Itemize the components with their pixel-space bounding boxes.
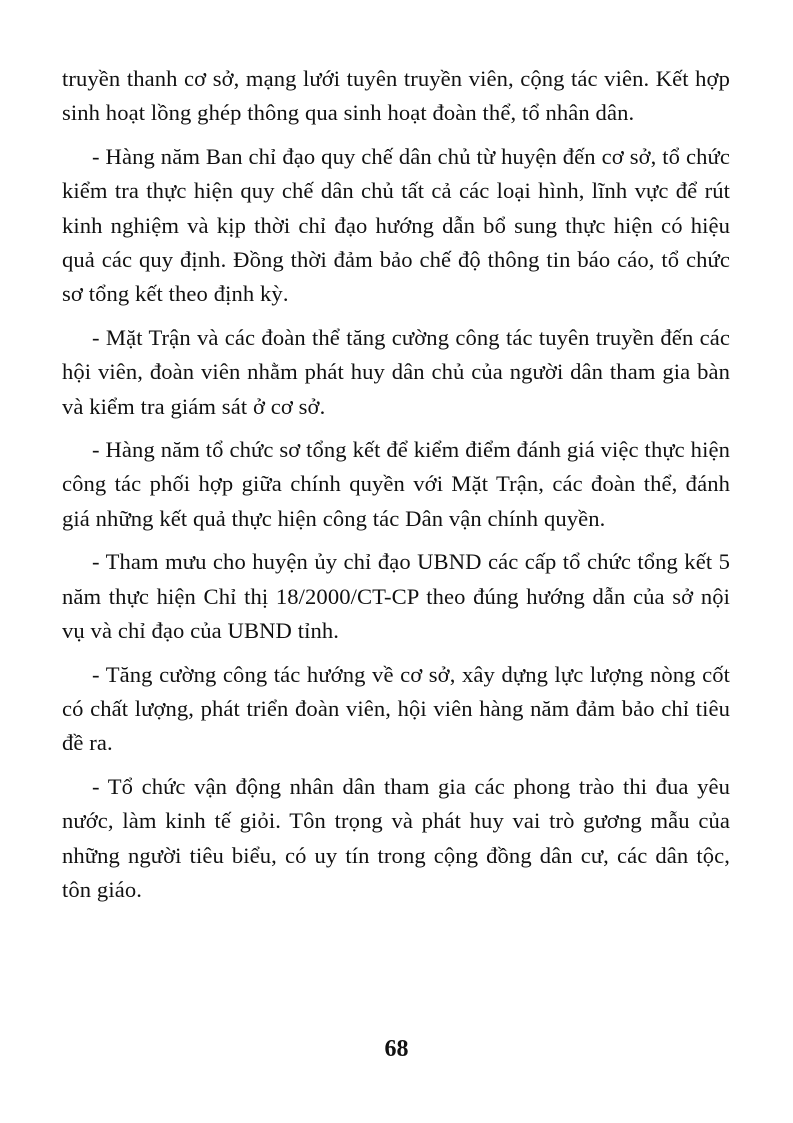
paragraph-mobilize-people: - Tổ chức vận động nhân dân tham gia các phong trào thi đua yêu nước, làm kinh tế giỏi. Tôn trọng và phát huy vai trò gương mẫu của những người tiêu biểu, có uy tín trong cộng đồng dân cư, các dân tộc, tôn giáo. xyxy=(62,773,730,902)
paragraph-continuation: truyền thanh cơ sở, mạng lưới tuyên truyền viên, cộng tác viên. Kết hợp sinh hoạt lồng ghép thông qua sinh hoạt đoàn thể, tổ nhân dân. xyxy=(62,66,730,126)
paragraph-democracy-regulation: - Hàng năm Ban chỉ đạo quy chế dân chủ từ huyện đến cơ sở, tổ chức kiểm tra thực hiện quy chế dân chủ tất cả các loại hình, lĩnh vực để rút kinh nghiệm và kịp thời chỉ đạo hướng dẫn bổ sung thực hiện có hiệu quả các quy định. Đồng thời đảm bảo chế độ thông tin báo cáo, tổ chức sơ tổng kết theo định kỳ. xyxy=(62,143,730,307)
paragraph-grassroots-force: - Tăng cường công tác hướng về cơ sở, xây dựng lực lượng nòng cốt có chất lượng, phát triển đoàn viên, hội viên hàng năm đảm bảo chỉ tiêu đề ra. xyxy=(62,661,730,756)
paragraph-annual-review: - Hàng năm tổ chức sơ tổng kết để kiểm điểm đánh giá việc thực hiện công tác phối hợp giữa chính quyền với Mặt Trận, các đoàn thể, đánh giá những kết quả thực hiện công tác Dân vận chính quyền. xyxy=(62,437,730,531)
page-number: 68 xyxy=(384,1036,409,1062)
page-body xyxy=(62,62,730,907)
paragraph-advise-party-committee: - Tham mưu cho huyện ủy chỉ đạo UBND các cấp tổ chức tổng kết 5 năm thực hiện Chỉ thị 18/2000/CT-CP theo đúng hướng dẫn của sở nội vụ và chỉ đạo của UBND tỉnh. xyxy=(62,549,730,644)
paragraph-front-propaganda: - Mặt Trận và các đoàn thể tăng cường công tác tuyên truyền đến các hội viên, đoàn viên nhằm phát huy dân chủ của người dân tham gia bàn và kiểm tra giám sát ở cơ sở. xyxy=(62,324,730,419)
